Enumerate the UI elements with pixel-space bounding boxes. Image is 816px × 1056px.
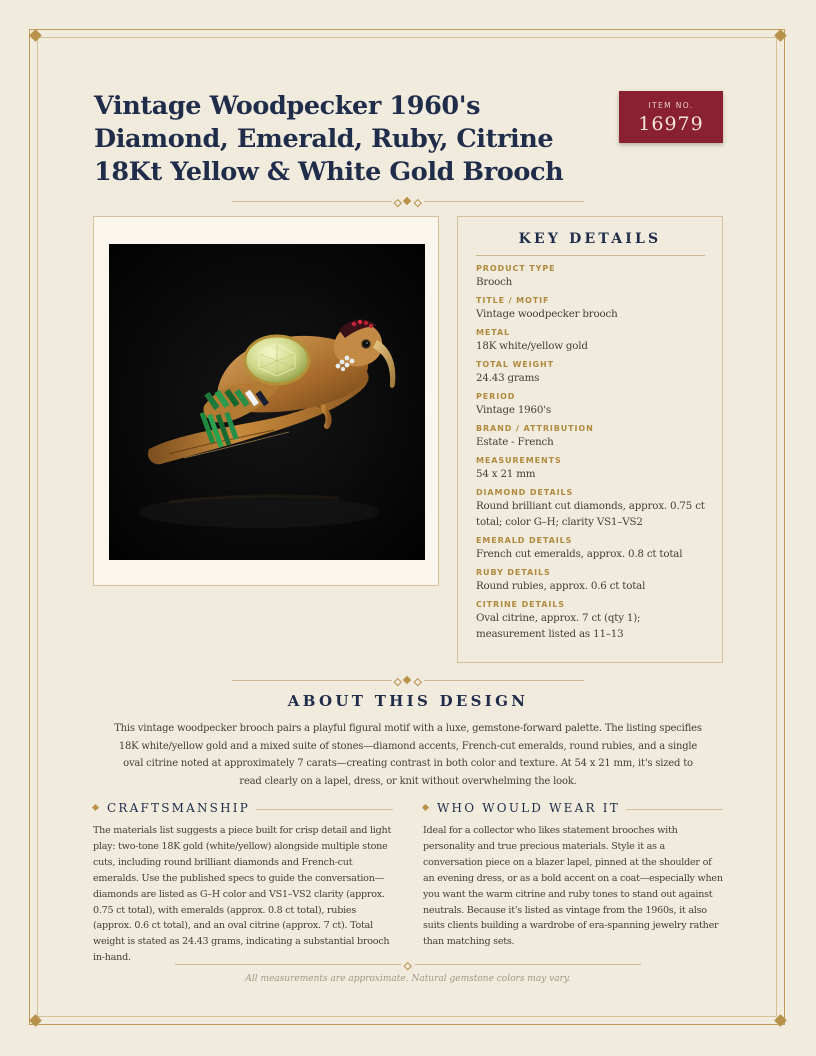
- who-would-wear-heading: [423, 801, 620, 817]
- spec-value: Vintage 1960's: [476, 404, 551, 416]
- who-would-wear-rule: [626, 809, 723, 810]
- key-details-panel: [457, 216, 723, 663]
- spec-value: French cut emeralds, approx. 0.8 ct total: [476, 548, 683, 560]
- woodpecker-brooch-image: [109, 244, 425, 560]
- spec-label: TITLE / MOTIF: [476, 296, 550, 305]
- who-would-wear-text: Ideal for a collector who likes statement brooches with personality and true precious materials. Style it as a conversation piece on a blazer lapel, pinned at the shoulder of an evening dress, or as a bold accent on a coat—especially when you want the warm citrine and ruby tones to stand out against neutrals. Because it's listed as vintage from the 1960s, it also suits clients building a wardrobe of era-spanning jewelry rather than matching sets.: [423, 825, 723, 948]
- spec-title-motif: [476, 296, 708, 322]
- craftsmanship-heading-text: CRAFTSMANSHIP: [107, 801, 250, 815]
- item-number: 16979: [638, 113, 704, 135]
- footnote: All measurements are approximate. Natural gemstone colors may vary.: [245, 974, 571, 984]
- spec-value: 54 x 21 mm: [476, 468, 536, 480]
- diamond-bullet-icon: [92, 804, 99, 811]
- spec-label: METAL: [476, 328, 511, 337]
- product-photo-panel: [93, 216, 439, 586]
- spec-value: Round brilliant cut diamonds, approx. 0.75 ct total; color G–H; clarity VS1–VS2: [476, 500, 705, 528]
- diamond-bullet-icon: [422, 804, 429, 811]
- spec-diamond-details: [476, 488, 708, 530]
- craftsmanship-heading: [93, 801, 250, 817]
- craftsmanship-rule: [256, 809, 393, 810]
- spec-label: BRAND / ATTRIBUTION: [476, 424, 594, 433]
- spec-value: 18K white/yellow gold: [476, 340, 588, 352]
- spec-brand: [476, 424, 708, 450]
- spec-value: Oval citrine, approx. 7 ct (qty 1); measurement listed as 11–13: [476, 612, 641, 640]
- about-divider: [232, 676, 584, 685]
- spec-value: Round rubies, approx. 0.6 ct total: [476, 580, 646, 592]
- item-number-badge: [619, 91, 723, 143]
- footer-divider: [175, 960, 641, 969]
- spec-label: PRODUCT TYPE: [476, 264, 556, 273]
- spec-period: [476, 392, 708, 418]
- product-photo: [109, 244, 425, 560]
- spec-value: 24.43 grams: [476, 372, 540, 384]
- listing-title: Vintage Woodpecker 1960's Diamond, Emerald, Ruby, Citrine 18Kt Yellow & White Gold Brooch: [94, 91, 564, 187]
- spec-label: DIAMOND DETAILS: [476, 488, 574, 497]
- spec-ruby-details: [476, 568, 708, 594]
- spec-product-type: [476, 264, 708, 290]
- spec-label: RUBY DETAILS: [476, 568, 551, 577]
- craftsmanship-text: The materials list suggests a piece built for crisp detail and light play: two-tone 18K gold (white/yellow) alongside multiple stone cuts, including round brilliant diamonds and French-cut emeralds. Use the published specs to guide the conversation—diamonds are listed as G–H color and VS1–VS2 clarity (approx. 0.75 ct total), with emeralds (approx. 0.8 ct total), rubies (approx. 0.6 ct total), and an oval citrine (approx. 7 ct). Total weight is stated as 24.43 grams, indicating a substantial brooch in-hand.: [93, 825, 392, 964]
- spec-value: Estate - French: [476, 436, 554, 448]
- spec-label: TOTAL WEIGHT: [476, 360, 554, 369]
- spec-emerald-details: [476, 536, 708, 562]
- title-divider: [232, 197, 584, 206]
- spec-label: CITRINE DETAILS: [476, 600, 565, 609]
- spec-label: PERIOD: [476, 392, 516, 401]
- spec-total-weight: [476, 360, 708, 386]
- item-number-label: ITEM NO.: [648, 101, 694, 110]
- about-text: This vintage woodpecker brooch pairs a playful figural motif with a luxe, gemstone-forward palette. The listing specifies 18K white/yellow gold and a mixed suite of stones—diamond accents, French-cut emeralds, round rubies, and a single oval citrine noted at approximately 7 carats—creating contrast in both color and texture. At 54 x 21 mm, it's sized to read clearly on a lapel, dress, or knit without overwhelming the look.: [114, 723, 702, 787]
- spec-measurements: [476, 456, 708, 482]
- spec-value: Vintage woodpecker brooch: [476, 308, 618, 320]
- spec-citrine-details: [476, 600, 708, 642]
- spec-value: Brooch: [476, 276, 513, 288]
- spec-metal: [476, 328, 708, 354]
- key-details-heading: KEY DETAILS: [518, 231, 662, 247]
- who-would-wear-heading-text: WHO WOULD WEAR IT: [437, 801, 620, 815]
- key-details-rule: [476, 255, 705, 256]
- about-heading: ABOUT THIS DESIGN: [287, 692, 529, 710]
- spec-label: EMERALD DETAILS: [476, 536, 573, 545]
- spec-list: [476, 264, 708, 648]
- spec-label: MEASUREMENTS: [476, 456, 562, 465]
